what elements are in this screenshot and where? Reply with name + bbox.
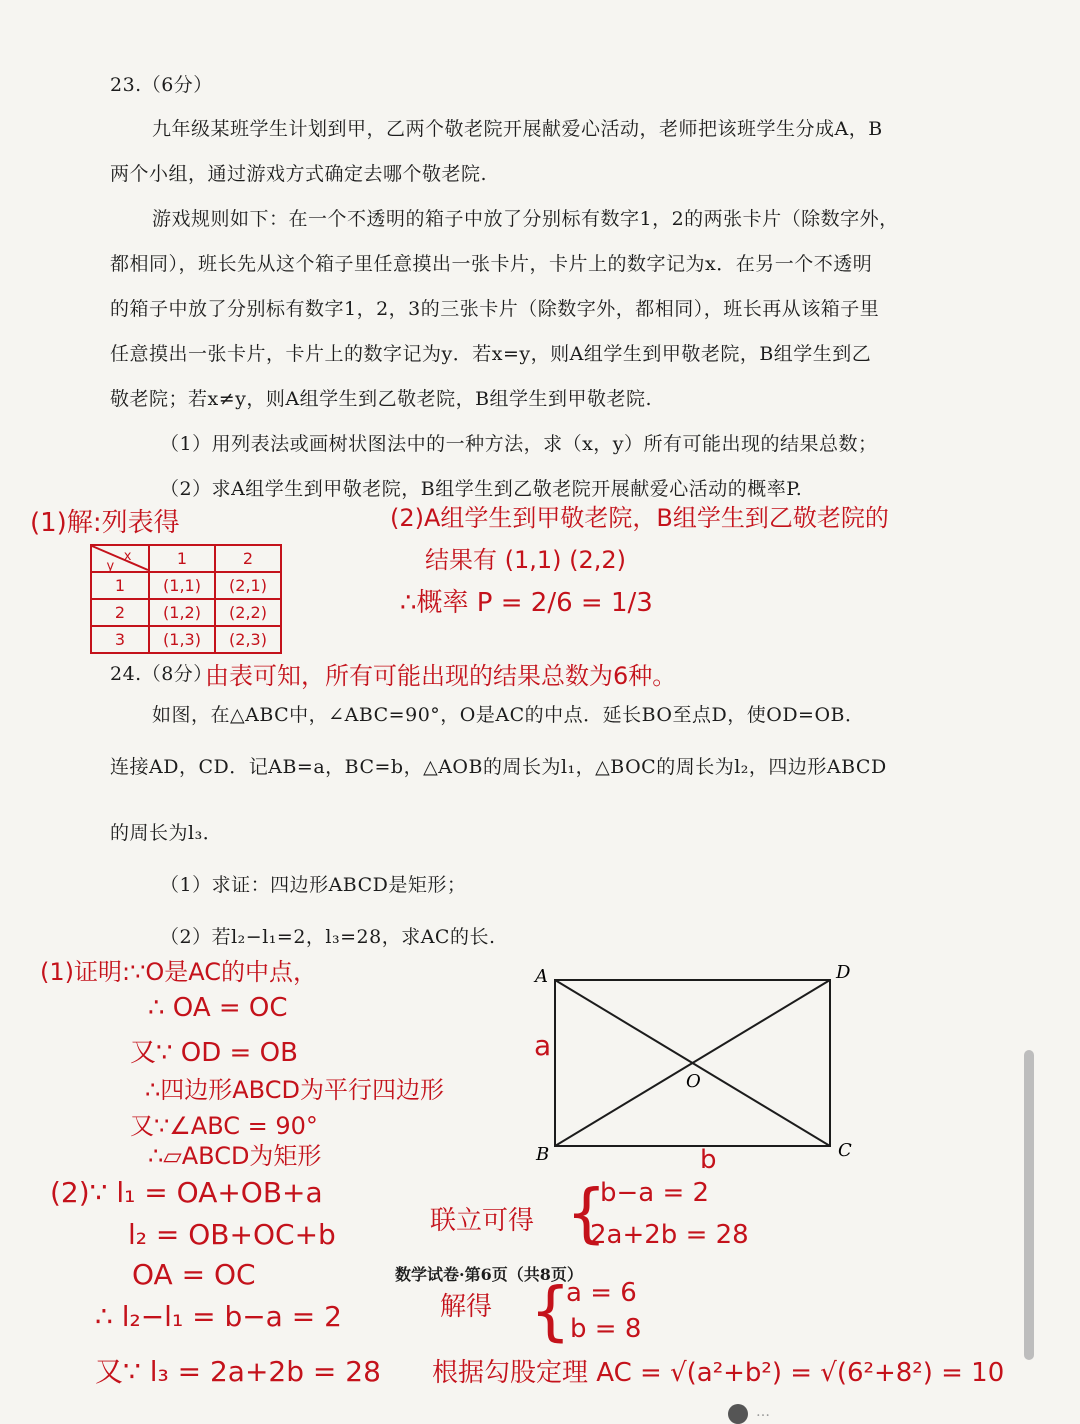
- table-cell: (1,2): [149, 599, 215, 626]
- hw24-proof-line-2: ∴ OA = OC: [148, 993, 288, 1023]
- table-row: [91, 599, 281, 626]
- hw24-sol2-line-5: 又∵ l₃ = 2a+2b = 28: [95, 1355, 381, 1388]
- bottom-cut-text: …: [756, 1404, 770, 1420]
- hw24-proof-line-5: 又∵∠ABC = 90°: [130, 1112, 318, 1140]
- q23-header: 23.（6分）: [110, 74, 213, 96]
- hw24-sol2-line-2: l₂ = OB+OC+b: [128, 1218, 336, 1251]
- table-cell: (2,1): [215, 572, 281, 599]
- hw24-sol2-line-4: ∴ l₂−l₁ = b−a = 2: [95, 1300, 342, 1333]
- q23-part-1: （1）用列表法或画树状图法中的一种方法，求（x，y）所有可能出现的结果总数；: [160, 433, 878, 455]
- hw23-sol2-line-1: (2)A组学生到甲敬老院，B组学生到乙敬老院的: [390, 504, 889, 532]
- table-row-head: 1: [91, 572, 149, 599]
- scrollbar[interactable]: [1024, 1050, 1034, 1360]
- hw24-solve-label: 解得: [440, 1292, 493, 1322]
- q23-part-2: （2）求A组学生到甲敬老院，B组学生到乙敬老院开展献爱心活动的概率P.: [160, 478, 803, 500]
- system-brace-icon: {: [566, 1177, 607, 1251]
- q24-line-2: 连接AD，CD．记AB=a，BC=b，△AOB的周长为l₁，△BOC的周长为l₂，四边形ABCD: [110, 756, 887, 778]
- rectangle-abcd-figure: [530, 960, 870, 1175]
- table-row-head: 3: [91, 626, 149, 653]
- hw24-solution-a: a = 6: [566, 1278, 637, 1308]
- hw24-final-answer: 根据勾股定理 AC = √(a²+b²) = √(6²+8²) = 10: [432, 1358, 1005, 1388]
- table-cell: (2,2): [215, 599, 281, 626]
- side-b-label: b: [700, 1145, 717, 1175]
- q24-part-2: （2）若l₂−l₁=2，l₃=28，求AC的长.: [160, 926, 496, 948]
- table-cell: (1,3): [149, 626, 215, 653]
- q23-line-4: 都相同），班长先从这个箱子里任意摸出一张卡片，卡片上的数字记为x．在另一个不透明: [110, 253, 873, 275]
- hw24-system-eq-2: 2a+2b = 28: [590, 1220, 749, 1250]
- hw24-proof-line-6: ∴▱ABCD为矩形: [148, 1142, 322, 1170]
- q23-line-5: 的箱子中放了分别标有数字1，2，3的三张卡片（除数字外，都相同），班长再从该箱子里: [110, 298, 880, 320]
- hw24-solution-b: b = 8: [570, 1314, 642, 1344]
- q23-line-3: 游戏规则如下：在一个不透明的箱子中放了分别标有数字1，2的两张卡片（除数字外，: [152, 208, 899, 230]
- corner-y-label: y: [106, 559, 115, 574]
- table-col-head: 2: [215, 545, 281, 572]
- side-a-label: a: [534, 1029, 552, 1062]
- q23-line-1: 九年级某班学生计划到甲，乙两个敬老院开展献爱心活动，老师把该班学生分成A，B: [152, 118, 883, 140]
- hw23-sol2-line-3: ∴概率 P = 2/6 = 1/3: [400, 588, 653, 618]
- table-col-head: 1: [149, 545, 215, 572]
- vertex-c-label: C: [838, 1140, 852, 1161]
- hw24-proof-line-4: ∴四边形ABCD为平行四边形: [145, 1076, 444, 1104]
- q24-header: 24.（8分）: [110, 663, 213, 685]
- vertex-a-label: A: [535, 966, 548, 987]
- hw24-proof-line-1: (1)证明:∵O是AC的中点，: [40, 958, 317, 986]
- page-footer: 数学试卷·第6页（共8页）: [395, 1265, 583, 1284]
- hw24-sol2-line-3: OA = OC: [132, 1258, 256, 1291]
- hw24-proof-line-3: 又∵ OD = OB: [130, 1038, 298, 1068]
- q23-line-2: 两个小组，通过游戏方式确定去哪个敬老院.: [110, 163, 488, 185]
- solution-brace-icon: {: [530, 1275, 571, 1349]
- vertex-b-label: B: [536, 1144, 550, 1165]
- table-row: [91, 572, 281, 599]
- q24-part-1: （1）求证：四边形ABCD是矩形；: [160, 874, 467, 896]
- hw23-sol1-title: (1)解:列表得: [30, 508, 180, 538]
- table-cell: (1,1): [149, 572, 215, 599]
- q24-line-1: 如图，在△ABC中，∠ABC=90°，O是AC的中点．延长BO至点D，使OD=OB．: [152, 704, 865, 726]
- corner-x-label: x: [123, 549, 132, 564]
- q24-line-3: 的周长为l₃．: [110, 822, 223, 844]
- hw23-sol1-conclusion: 由表可知，所有可能出现的结果总数为6种。: [205, 662, 677, 690]
- table-row: [91, 626, 281, 653]
- hw24-sol2-line-1: (2)∵ l₁ = OA+OB+a: [50, 1176, 323, 1209]
- table-row-head: 2: [91, 599, 149, 626]
- table-diagonal-line: [90, 544, 150, 572]
- hw24-system-label: 联立可得: [430, 1206, 535, 1236]
- vertex-d-label: D: [836, 962, 851, 983]
- center-o-label: O: [686, 1071, 701, 1092]
- hw24-system-eq-1: b−a = 2: [600, 1178, 710, 1208]
- bottom-avatar-icon: [728, 1404, 748, 1424]
- table-cell: (2,3): [215, 626, 281, 653]
- hw23-sol2-line-2: 结果有 (1,1) (2,2): [425, 546, 627, 574]
- q23-line-6: 任意摸出一张卡片，卡片上的数字记为y．若x=y，则A组学生到甲敬老院，B组学生到乙: [110, 343, 872, 365]
- q23-line-7: 敬老院；若x≠y，则A组学生到乙敬老院，B组学生到甲敬老院.: [110, 388, 653, 410]
